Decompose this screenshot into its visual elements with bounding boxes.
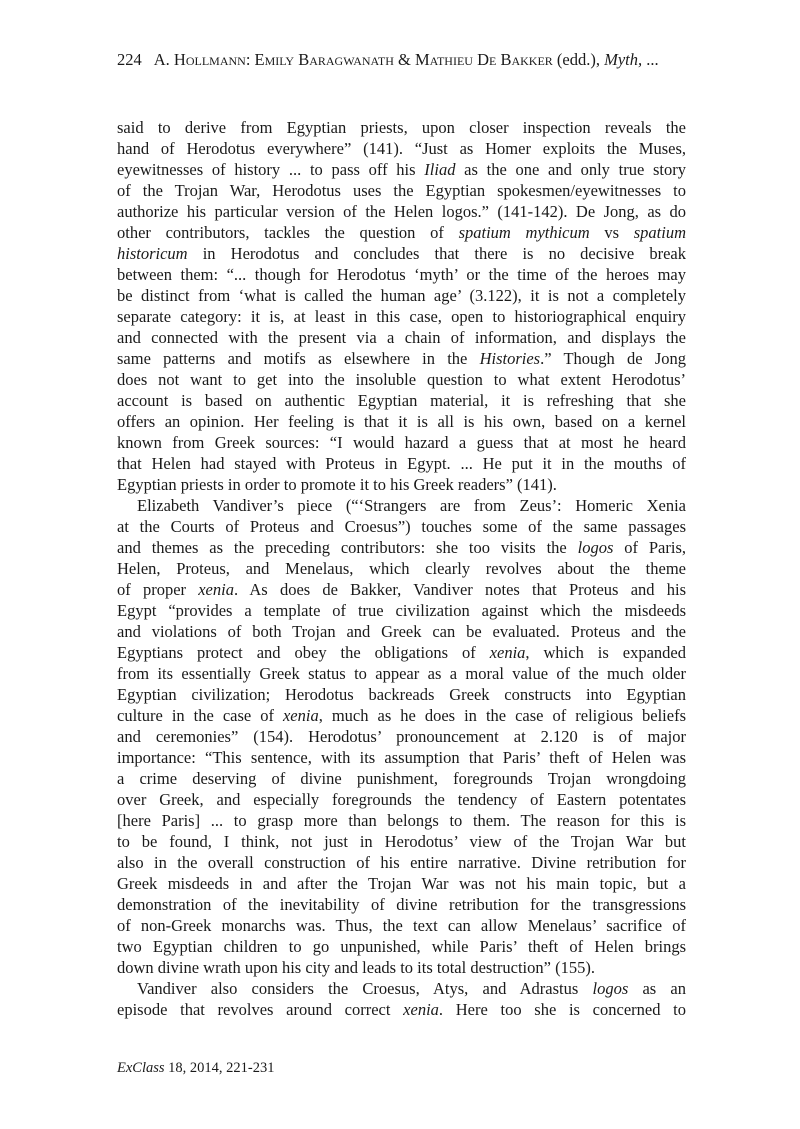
- text-line: [117, 957, 686, 978]
- text-line: [117, 201, 686, 222]
- italic-text: xenia: [198, 580, 234, 599]
- text-segment: culture in the case of: [117, 706, 283, 725]
- text-line: [117, 663, 686, 684]
- text-segment: vs: [589, 223, 634, 242]
- text-segment: , which is expanded: [525, 643, 686, 662]
- text-line: [117, 180, 686, 201]
- text-line: [117, 579, 686, 600]
- text-line: [117, 432, 686, 453]
- text-line: [117, 642, 686, 663]
- text-segment: offers an opinion. Her feeling is that it is all is his own, based on a kernel: [117, 412, 686, 431]
- text-line: [117, 537, 686, 558]
- text-segment: . Here too she is concerned to: [438, 1000, 687, 1019]
- text-segment: Vandiver also considers the Croesus, Atys, and Adrastus: [137, 979, 593, 998]
- text-line: [117, 999, 686, 1020]
- italic-text: Iliad: [424, 160, 456, 179]
- text-segment: eyewitnesses of history ... to pass off his: [117, 160, 425, 179]
- text-line: [117, 873, 686, 894]
- text-line: [117, 453, 686, 474]
- text-line: [117, 789, 686, 810]
- text-segment: from its essentially Greek status to appear as a moral value of the much older: [117, 664, 686, 683]
- text-segment: as the one and only true story: [455, 160, 686, 179]
- page-number: 224: [117, 50, 142, 69]
- text-line: [117, 348, 686, 369]
- text-line: [117, 936, 686, 957]
- italic-text: logos: [592, 979, 629, 998]
- text-line: [117, 369, 686, 390]
- italic-text: spatium mythicum: [458, 223, 590, 242]
- text-line: [117, 852, 686, 873]
- text-segment: of Paris,: [613, 538, 686, 557]
- text-line: [117, 558, 686, 579]
- text-line: [117, 915, 686, 936]
- text-segment: . As does de Bakker, Vandiver notes that Proteus and his: [233, 580, 686, 599]
- text-segment: Helen, Proteus, and Menelaus, which clearly revolves about the theme: [117, 559, 686, 578]
- text-segment: separate category: it is, at least in this case, open to historiographical enquiry: [117, 307, 686, 326]
- text-segment: does not want to get into the insoluble question to what extent Herodotus’: [117, 370, 686, 389]
- header-ellipsis: ...: [642, 50, 659, 69]
- italic-text: spatium: [633, 223, 687, 242]
- journal-name: ExClass: [117, 1060, 165, 1076]
- text-segment: , much as he does in the case of religious beliefs: [318, 706, 686, 725]
- text-segment: a crime deserving of divine punishment, foregrounds Trojan wrongdoing: [117, 769, 686, 788]
- text-line: [117, 306, 686, 327]
- text-segment: be distinct from ‘what is called the human age’ (3.122), it is not a completely: [117, 286, 686, 305]
- text-segment: same patterns and motifs as elsewhere in the: [117, 349, 480, 368]
- text-line: [117, 222, 686, 243]
- text-line: [117, 390, 686, 411]
- text-line: [117, 705, 686, 726]
- text-segment: Egypt “provides a template of true civilization against which the misdeeds: [117, 601, 686, 620]
- text-segment: of proper: [117, 580, 199, 599]
- text-line: [117, 726, 686, 747]
- text-segment: between them: “... though for Herodotus ‘myth’ or the time of the heroes may: [117, 265, 686, 284]
- text-line: [117, 978, 686, 999]
- journal-citation: 18, 2014, 221-231: [164, 1060, 275, 1076]
- text-segment: two Egyptian children to go unpunished, while Paris’ theft of Helen brings: [117, 937, 686, 956]
- text-segment: said to derive from Egyptian priests, upon closer inspection reveals the: [117, 118, 686, 137]
- text-line: [117, 264, 686, 285]
- italic-text: xenia: [403, 1000, 439, 1019]
- text-segment: Elizabeth Vandiver’s piece (“‘Strangers are from Zeus’: Homeric Xenia: [137, 496, 686, 515]
- text-segment: at the Courts of Proteus and Croesus”) touches some of the same passages: [117, 517, 686, 536]
- text-line: [117, 285, 686, 306]
- text-line: [117, 600, 686, 621]
- text-segment: and connected with the present via a chain of information, and displays the: [117, 328, 686, 347]
- text-segment: Greek misdeeds in and after the Trojan War was not his main topic, but a: [117, 874, 686, 893]
- text-segment: and violations of both Trojan and Greek can be evaluated. Proteus and the: [117, 622, 686, 641]
- text-segment: episode that revolves around correct: [117, 1000, 404, 1019]
- text-segment: known from Greek sources: “I would hazard a guess that at most he heard: [117, 433, 686, 452]
- text-segment: Egyptians protect and obey the obligations of: [117, 643, 490, 662]
- running-header: [117, 50, 659, 70]
- text-segment: as an: [628, 979, 686, 998]
- text-segment: to be found, I think, not just in Herodotus’ view of the Trojan War but: [117, 832, 686, 851]
- text-segment: [here Paris] ... to grasp more than belongs to them. The reason for this is: [117, 811, 686, 830]
- text-segment: hand of Herodotus everywhere” (141). “Just as Homer exploits the Muses,: [117, 139, 686, 158]
- text-line: [117, 117, 686, 138]
- text-segment: account is based on authentic Egyptian material, it is refreshing that she: [117, 391, 686, 410]
- text-segment: over Greek, and especially foregrounds the tendency of Eastern potentates: [117, 790, 686, 809]
- text-line: [117, 516, 686, 537]
- text-segment: other contributors, tackles the question of: [117, 223, 459, 242]
- text-line: [117, 831, 686, 852]
- text-line: [117, 159, 686, 180]
- text-line: [117, 474, 686, 495]
- text-line: [117, 327, 686, 348]
- text-segment: and ceremonies” (154). Herodotus’ pronouncement at 2.120 is of major: [117, 727, 686, 746]
- text-segment: of the Trojan War, Herodotus uses the Egyptian spokesmen/eyewitnesses to: [117, 181, 686, 200]
- text-line: [117, 747, 686, 768]
- text-segment: and themes as the preceding contributors: she too visits the: [117, 538, 578, 557]
- text-segment: demonstration of the inevitability of divine retribution for the transgressions: [117, 895, 686, 914]
- header-authors: A. Hollmann: Emily Baragwanath & Mathieu De Bakker: [153, 50, 553, 69]
- text-segment: Egyptian priests in order to promote it to his Greek readers” (141).: [117, 475, 557, 494]
- text-line: [117, 138, 686, 159]
- page-footer: [117, 1060, 275, 1077]
- text-segment: of non-Greek monarchs was. Thus, the text can allow Menelaus’ sacrifice of: [117, 916, 686, 935]
- text-line: [117, 621, 686, 642]
- text-line: [117, 768, 686, 789]
- italic-text: historicum: [117, 244, 188, 263]
- header-title: Myth,: [604, 50, 643, 69]
- text-line: [117, 495, 686, 516]
- text-segment: importance: “This sentence, with its assumption that Paris’ theft of Helen was: [117, 748, 686, 767]
- text-segment: also in the overall construction of his entire narrative. Divine retribution for: [117, 853, 686, 872]
- text-segment: that Helen had stayed with Proteus in Egypt. ... He put it in the mouths of: [117, 454, 686, 473]
- text-line: [117, 894, 686, 915]
- body-text: [117, 117, 686, 1020]
- text-segment: down divine wrath upon his city and leads to its total destruction” (155).: [117, 958, 595, 977]
- header-edd: (edd.),: [552, 50, 605, 69]
- italic-text: xenia: [282, 706, 319, 725]
- text-line: [117, 243, 686, 264]
- italic-text: Histories: [479, 349, 541, 368]
- text-line: [117, 810, 686, 831]
- italic-text: logos: [577, 538, 614, 557]
- text-segment: Egyptian civilization; Herodotus backreads Greek constructs into Egyptian: [117, 685, 686, 704]
- text-line: [117, 411, 686, 432]
- text-segment: in Herodotus and concludes that there is no decisive break: [187, 244, 686, 263]
- text-segment: authorize his particular version of the Helen logos.” (141-142). De Jong, as do: [117, 202, 686, 221]
- text-segment: .” Though de Jong: [540, 349, 686, 368]
- text-line: [117, 684, 686, 705]
- italic-text: xenia: [489, 643, 526, 662]
